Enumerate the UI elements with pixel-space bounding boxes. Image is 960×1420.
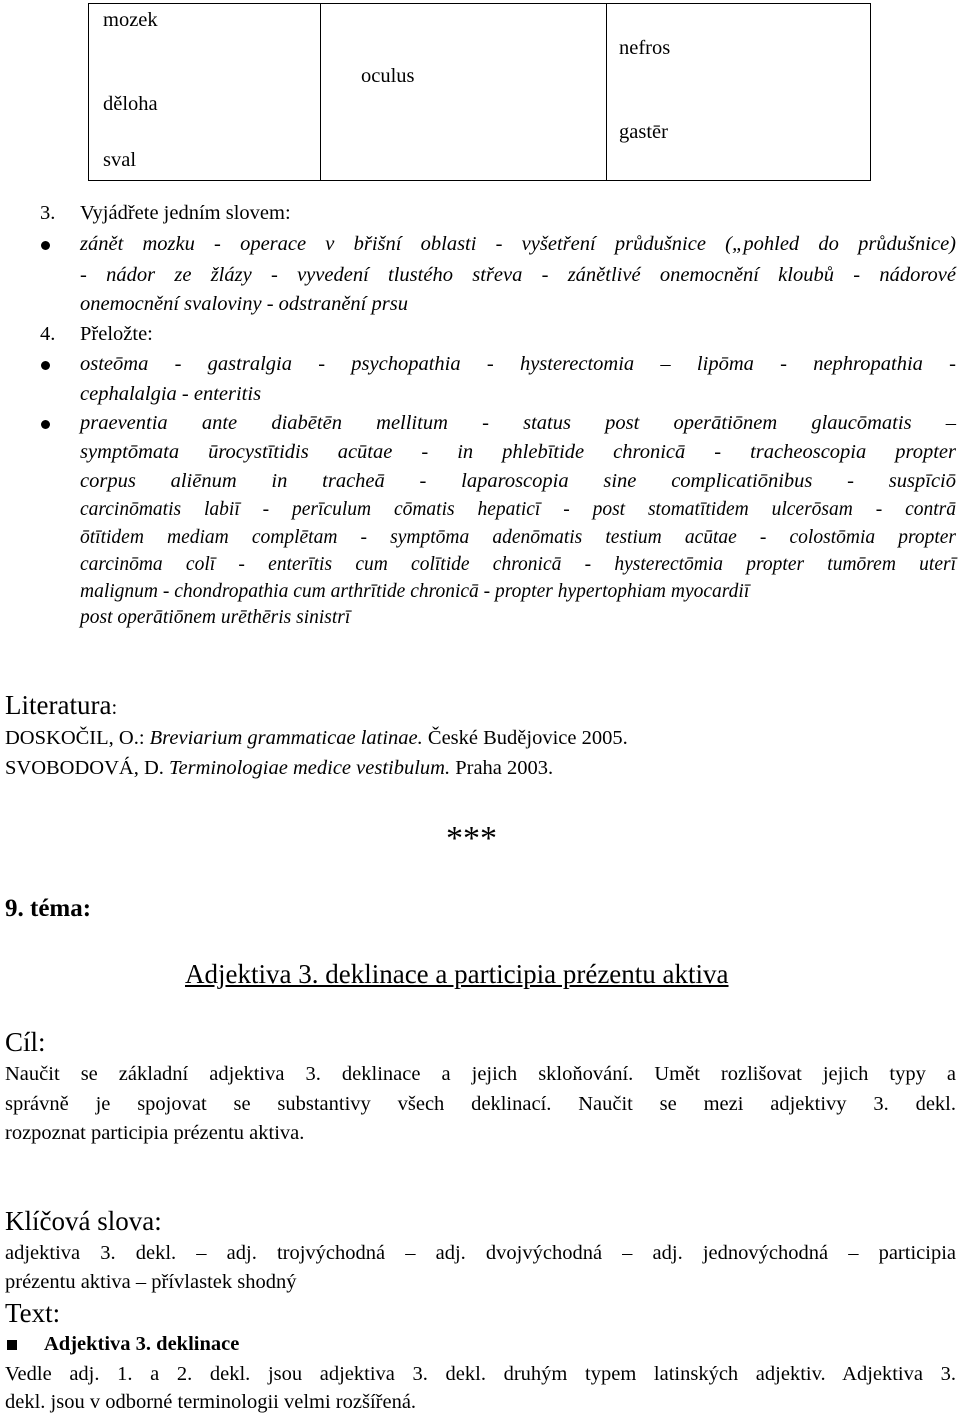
exercise-line: ōtītidem mediam complētam - symptōma adenōmatis testium acūtae - colostōmia propter <box>80 527 956 548</box>
bullet-icon <box>41 420 50 429</box>
text-line: dekl. jsou v odborné terminologii velmi rozšířená. <box>5 1391 417 1413</box>
bullet-icon <box>41 361 50 370</box>
keywords-heading: Klíčová slova: <box>5 1206 162 1236</box>
text-subheading: Adjektiva 3. deklinace <box>44 1333 240 1355</box>
topic-label: 9. téma: <box>5 895 92 922</box>
topic-title: Adjektiva 3. deklinace a participia prézentu aktiva <box>185 959 729 989</box>
word-table-col-1 <box>89 4 321 181</box>
exercise-line: corpus aliēnum in tracheā - laparoscopia sine complicatiōnibus - suspīciō <box>80 470 956 492</box>
exercise-line: malignum - chondropathia cum arthrītide chronicā - propter hypertophiam myocardiī <box>80 581 750 602</box>
square-bullet-icon <box>7 1340 17 1350</box>
text-line: Vedle adj. 1. a 2. dekl. jsou adjektiva 3. dekl. druhým typem latinských adjektiv. Adjektiva 3. <box>5 1363 956 1385</box>
cil-heading: Cíl: <box>5 1027 46 1057</box>
cil-line: rozpoznat participia prézentu aktiva. <box>5 1122 305 1144</box>
word-table-col-3 <box>607 4 871 181</box>
cil-line: správně je spojovat se substantivy všech deklinací. Naučit se mezi adjektivy 3. dekl. <box>5 1093 956 1115</box>
reference-item: SVOBODOVÁ, D. Terminologiae medice vestibulum. Praha 2003. <box>5 757 554 779</box>
exercise-line: carcinōma colī - enterītis cum colītide chronicā - hysterectōmia propter tumōrem uterī <box>80 554 956 575</box>
word-table <box>88 3 871 181</box>
word-cell: oculus <box>361 65 415 87</box>
word-table-col-2 <box>321 4 607 181</box>
cil-line: Naučit se základní adjektiva 3. deklinace a jejich skloňování. Umět rozlišovat jejich typy a <box>5 1063 956 1085</box>
reference-item: DOSKOČIL, O.: Breviarium grammaticae latinae. České Budějovice 2005. <box>5 727 628 749</box>
word-cell: gastēr <box>619 121 668 143</box>
exercise-line: post operātiōnem urēthēris sinistrī <box>80 607 351 628</box>
text-heading: Text: <box>5 1298 61 1328</box>
exercise-heading: Vyjádřete jedním slovem: <box>80 202 291 224</box>
word-cell: mozek <box>103 9 158 31</box>
exercise-line: osteōma - gastralgia - psychopathia - hysterectomia – lipōma - nephropathia - <box>80 353 956 375</box>
keywords-line: adjektiva 3. dekl. – adj. trojvýchodná – adj. dvojvýchodná – adj. jednovýchodná – participia <box>5 1242 956 1264</box>
bullet-icon <box>41 241 50 250</box>
exercise-line: symptōmata ūrocystītidis acūtae - in phlebītide chronicā - tracheoscopia propter <box>80 441 956 463</box>
exercise-line: carcinōmatis labiī - perīculum cōmatis hepaticī - post stomatītidem ulcerōsam - contrā <box>80 499 956 520</box>
word-cell: sval <box>103 149 137 171</box>
exercise-line: praeventia ante diabētēn mellitum - status post operātiōnem glaucōmatis – <box>80 412 956 434</box>
exercise-number: 3. <box>40 202 56 224</box>
exercise-number: 4. <box>40 323 56 345</box>
word-cell: děloha <box>103 93 158 115</box>
exercise-line: cephalalgia - enteritis <box>80 383 262 405</box>
exercise-line: - nádor ze žlázy - vyvedení tlustého střeva - zánětlivé onemocnění kloubů - nádorové <box>80 264 956 286</box>
exercise-line: zánět mozku - operace v břišní oblasti - vyšetření průdušnice („pohled do průdušnice) <box>80 233 956 255</box>
word-cell: nefros <box>619 37 671 59</box>
keywords-line: prézentu aktiva – přívlastek shodný <box>5 1271 297 1293</box>
literatura-heading: Literatura: <box>5 690 118 720</box>
exercise-heading: Přeložte: <box>80 323 153 345</box>
separator-stars: *** <box>446 820 497 857</box>
exercise-line: onemocnění svaloviny - odstranění prsu <box>80 293 408 315</box>
